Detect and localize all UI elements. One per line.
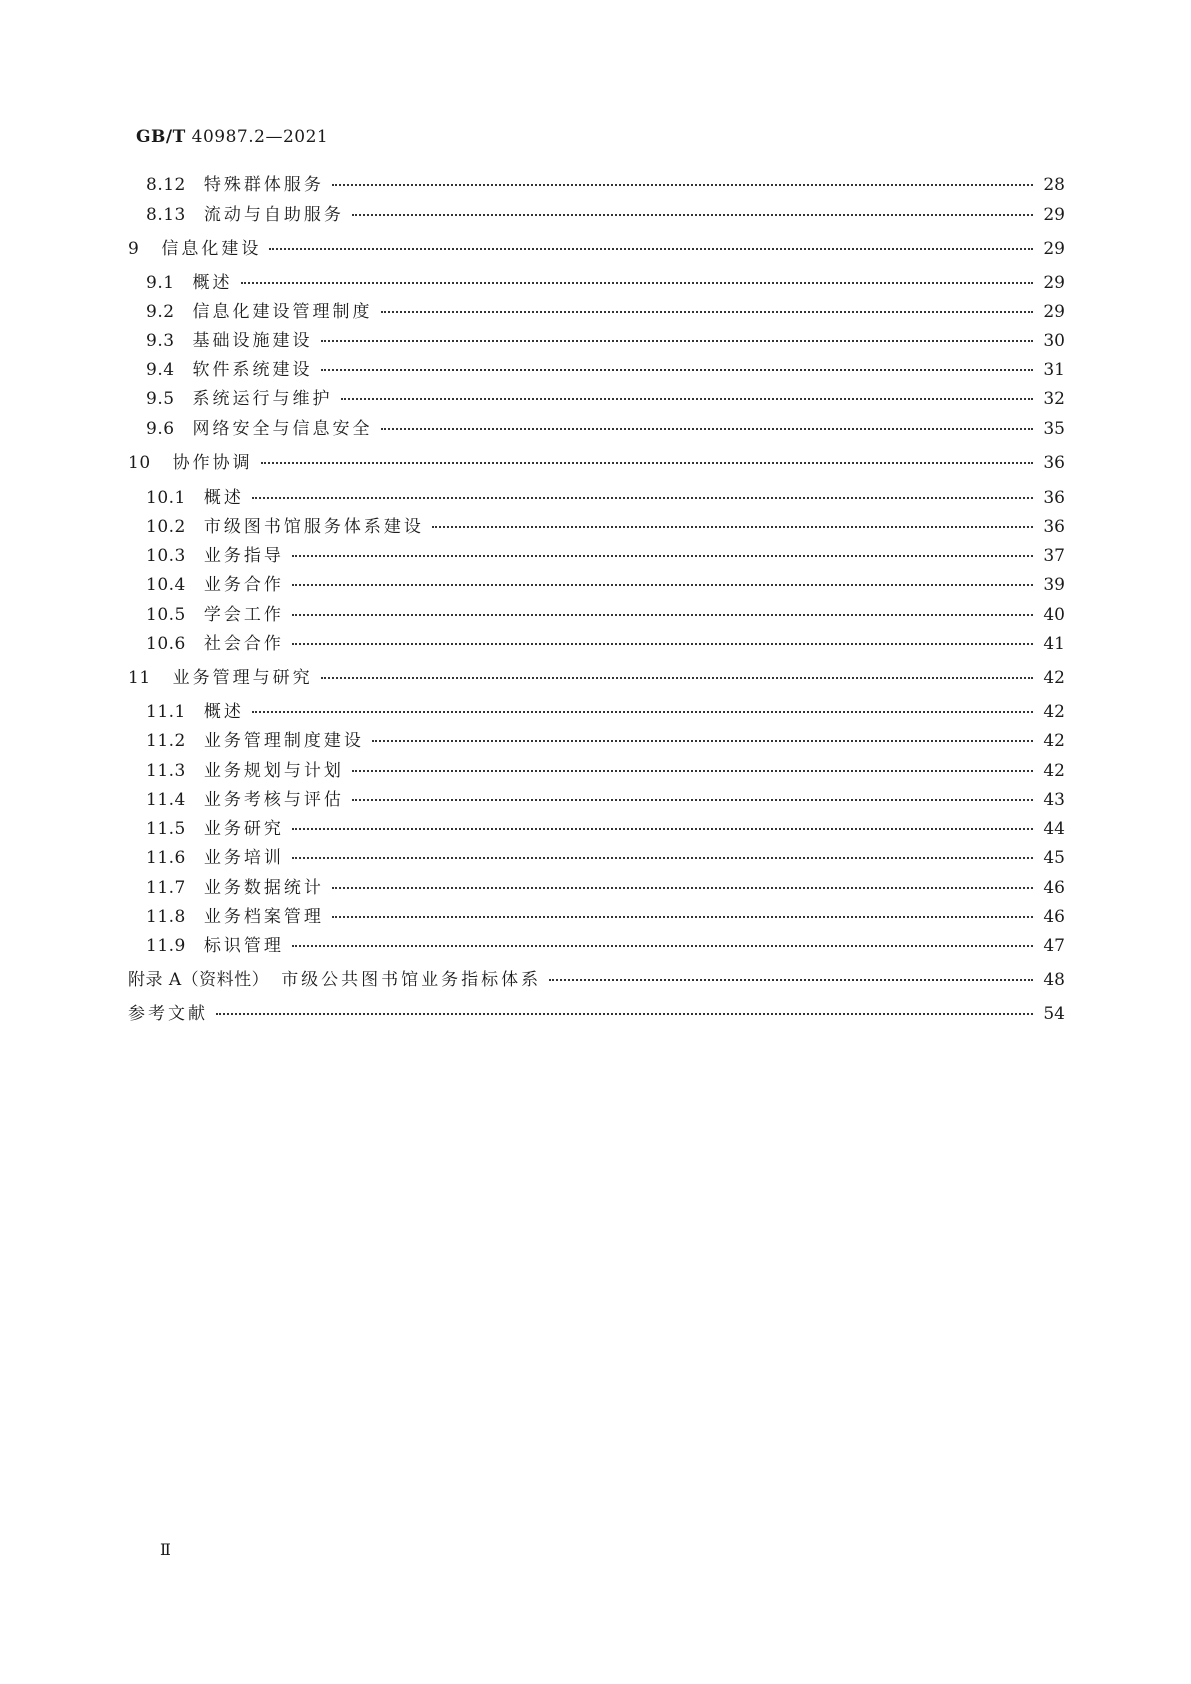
toc-entry-page: 32 <box>1043 389 1065 409</box>
toc-entry[interactable] <box>146 570 1065 595</box>
toc-entry-title: 协作协调 <box>172 453 253 473</box>
toc-entry-page: 28 <box>1043 175 1065 195</box>
toc-dot-leader <box>292 828 1033 830</box>
toc-entry-number: 10.3 <box>146 546 186 566</box>
toc-entry-page: 29 <box>1043 273 1065 293</box>
toc-entry-page: 46 <box>1043 907 1065 927</box>
toc-dot-leader <box>292 614 1033 616</box>
toc-dot-leader <box>549 979 1033 981</box>
toc-dot-leader <box>321 369 1033 371</box>
toc-entry-page: 36 <box>1043 488 1065 508</box>
toc-entry[interactable] <box>146 384 1065 409</box>
toc-entry[interactable] <box>146 414 1065 439</box>
toc-dot-leader <box>352 799 1033 801</box>
toc-entry-title: 网络安全与信息安全 <box>192 419 373 439</box>
toc-dot-leader <box>292 643 1033 645</box>
toc-dot-leader <box>332 184 1033 186</box>
toc-entry[interactable] <box>146 170 1065 195</box>
toc-dot-leader <box>321 340 1033 342</box>
toc-entry[interactable] <box>146 600 1065 625</box>
toc-entry-title: 业务考核与评估 <box>203 790 344 810</box>
toc-entry-number: 11.4 <box>146 790 186 810</box>
toc-entry[interactable] <box>146 756 1065 781</box>
toc-entry-page: 45 <box>1043 848 1065 868</box>
toc-entry-number: 11.9 <box>146 936 186 956</box>
toc-dot-leader <box>432 526 1033 528</box>
toc-entry-number: 11.7 <box>146 878 186 898</box>
toc-entry[interactable] <box>146 697 1065 722</box>
standard-number: 40987.2—2021 <box>191 127 329 147</box>
toc-entry-number: 10.6 <box>146 634 186 654</box>
toc-entry-number: 11 <box>128 668 151 688</box>
toc-entry-number: 附录 A（资料性） <box>128 970 270 990</box>
toc-entry[interactable] <box>146 541 1065 566</box>
toc-entry-number: 10 <box>128 453 151 473</box>
toc-entry[interactable] <box>146 326 1065 351</box>
toc-entry-page: 31 <box>1043 360 1065 380</box>
toc-entry-title: 业务研究 <box>203 819 284 839</box>
toc-entry[interactable] <box>146 629 1065 654</box>
toc-entry-title: 标识管理 <box>203 936 284 956</box>
toc-entry-title: 市级公共图书馆业务指标体系 <box>281 970 542 990</box>
toc-entry[interactable] <box>128 999 1065 1024</box>
toc-entry-title: 业务管理与研究 <box>172 668 313 688</box>
toc-entry-page: 40 <box>1043 605 1065 625</box>
toc-entry-number: 11.3 <box>146 761 186 781</box>
toc-entry-title: 社会合作 <box>203 634 284 654</box>
toc-entry-title: 市级图书馆服务体系建设 <box>203 517 424 537</box>
toc-entry-page: 37 <box>1043 546 1065 566</box>
toc-dot-leader <box>381 428 1033 430</box>
toc-entry[interactable] <box>146 931 1065 956</box>
toc-entry[interactable] <box>146 483 1065 508</box>
toc-dot-leader <box>216 1013 1033 1015</box>
toc-entry-title: 学会工作 <box>203 605 284 625</box>
toc-entry-page: 48 <box>1043 970 1065 990</box>
toc-entry-title: 业务指导 <box>203 546 284 566</box>
toc-entry[interactable] <box>146 297 1065 322</box>
toc-dot-leader <box>341 398 1033 400</box>
toc-entry-title: 特殊群体服务 <box>203 175 324 195</box>
toc-dot-leader <box>321 677 1033 679</box>
toc-entry-number: 11.6 <box>146 848 186 868</box>
toc-entry-page: 54 <box>1043 1004 1065 1024</box>
toc-entry-page: 29 <box>1043 205 1065 225</box>
toc-entry[interactable] <box>146 200 1065 225</box>
toc-entry-title: 业务培训 <box>203 848 284 868</box>
toc-entry-number: 9.1 <box>146 273 175 293</box>
toc-entry-page: 46 <box>1043 878 1065 898</box>
toc-entry-title: 参考文献 <box>128 1004 208 1024</box>
toc-entry[interactable] <box>146 355 1065 380</box>
toc-entry-number: 8.12 <box>146 175 186 195</box>
toc-dot-leader <box>292 857 1033 859</box>
toc-dot-leader <box>352 770 1033 772</box>
toc-entry-title: 概述 <box>203 488 244 508</box>
toc-entry-number: 10.1 <box>146 488 186 508</box>
toc-entry-page: 42 <box>1043 731 1065 751</box>
toc-entry-title: 业务档案管理 <box>203 907 324 927</box>
toc-entry-page: 29 <box>1043 302 1065 322</box>
toc-entry-number: 9.4 <box>146 360 175 380</box>
toc-entry[interactable] <box>128 234 1065 259</box>
toc-entry-number: 9 <box>128 239 140 259</box>
toc-entry-number: 11.1 <box>146 702 186 722</box>
toc-dot-leader <box>292 555 1033 557</box>
toc-entry-page: 44 <box>1043 819 1065 839</box>
toc-entry-title: 业务合作 <box>203 575 284 595</box>
toc-entry-number: 11.5 <box>146 819 186 839</box>
toc-entry-title: 系统运行与维护 <box>192 389 333 409</box>
toc-entry-page: 36 <box>1043 517 1065 537</box>
toc-entry-page: 43 <box>1043 790 1065 810</box>
toc-entry-page: 35 <box>1043 419 1065 439</box>
toc-entry[interactable] <box>128 663 1065 688</box>
toc-entry-title: 软件系统建设 <box>192 360 313 380</box>
toc-entry-title: 业务规划与计划 <box>203 761 344 781</box>
toc-entry-number: 10.2 <box>146 517 186 537</box>
toc-dot-leader <box>292 584 1033 586</box>
toc-entry-page: 42 <box>1043 668 1065 688</box>
toc-entry[interactable] <box>146 873 1065 898</box>
toc-entry-title: 业务管理制度建设 <box>203 731 364 751</box>
toc-entry-number: 8.13 <box>146 205 186 225</box>
toc-entry-title: 流动与自助服务 <box>203 205 344 225</box>
toc-entry-number: 9.6 <box>146 419 175 439</box>
toc-entry[interactable] <box>146 902 1065 927</box>
toc-dot-leader <box>292 945 1033 947</box>
toc-entry-number: 11.2 <box>146 731 186 751</box>
page-number: Ⅱ <box>160 1540 171 1559</box>
toc-entry-title: 业务数据统计 <box>203 878 324 898</box>
toc-entry-title: 信息化建设 <box>161 239 262 259</box>
toc-entry-page: 39 <box>1043 575 1065 595</box>
toc-dot-leader <box>269 248 1033 250</box>
toc-entry-page: 36 <box>1043 453 1065 473</box>
toc-entry[interactable] <box>146 814 1065 839</box>
toc-dot-leader <box>252 711 1033 713</box>
toc-dot-leader <box>252 497 1033 499</box>
toc-entry-title: 概述 <box>203 702 244 722</box>
toc-entry-number: 9.5 <box>146 389 175 409</box>
toc-entry-number: 10.5 <box>146 605 186 625</box>
toc-dot-leader <box>241 282 1033 284</box>
toc-entry[interactable] <box>146 268 1065 293</box>
toc-entry[interactable] <box>146 843 1065 868</box>
toc-entry-title: 概述 <box>192 273 233 293</box>
toc-entry-page: 42 <box>1043 761 1065 781</box>
toc-entry-page: 30 <box>1043 331 1065 351</box>
toc-entry-page: 41 <box>1043 634 1065 654</box>
toc-dot-leader <box>381 311 1033 313</box>
toc-entry[interactable] <box>146 785 1065 810</box>
toc-entry-title: 信息化建设管理制度 <box>192 302 373 322</box>
toc-entry-number: 10.4 <box>146 575 186 595</box>
toc-entry-page: 42 <box>1043 702 1065 722</box>
toc-entry-title: 基础设施建设 <box>192 331 313 351</box>
toc-entry-page: 29 <box>1043 239 1065 259</box>
toc-entry[interactable] <box>146 726 1065 751</box>
toc-dot-leader <box>332 887 1033 889</box>
standard-prefix: GB/T <box>136 127 186 147</box>
toc-entry-number: 11.8 <box>146 907 186 927</box>
toc-entry-number: 9.3 <box>146 331 175 351</box>
toc-entry[interactable] <box>128 965 1065 990</box>
toc-dot-leader <box>332 916 1033 918</box>
toc-dot-leader <box>352 214 1033 216</box>
toc-entry[interactable] <box>146 512 1065 537</box>
toc-entry-page: 47 <box>1043 936 1065 956</box>
toc-entry-number: 9.2 <box>146 302 175 322</box>
toc-entry[interactable] <box>128 448 1065 473</box>
toc-dot-leader <box>261 462 1033 464</box>
toc-dot-leader <box>372 740 1033 742</box>
